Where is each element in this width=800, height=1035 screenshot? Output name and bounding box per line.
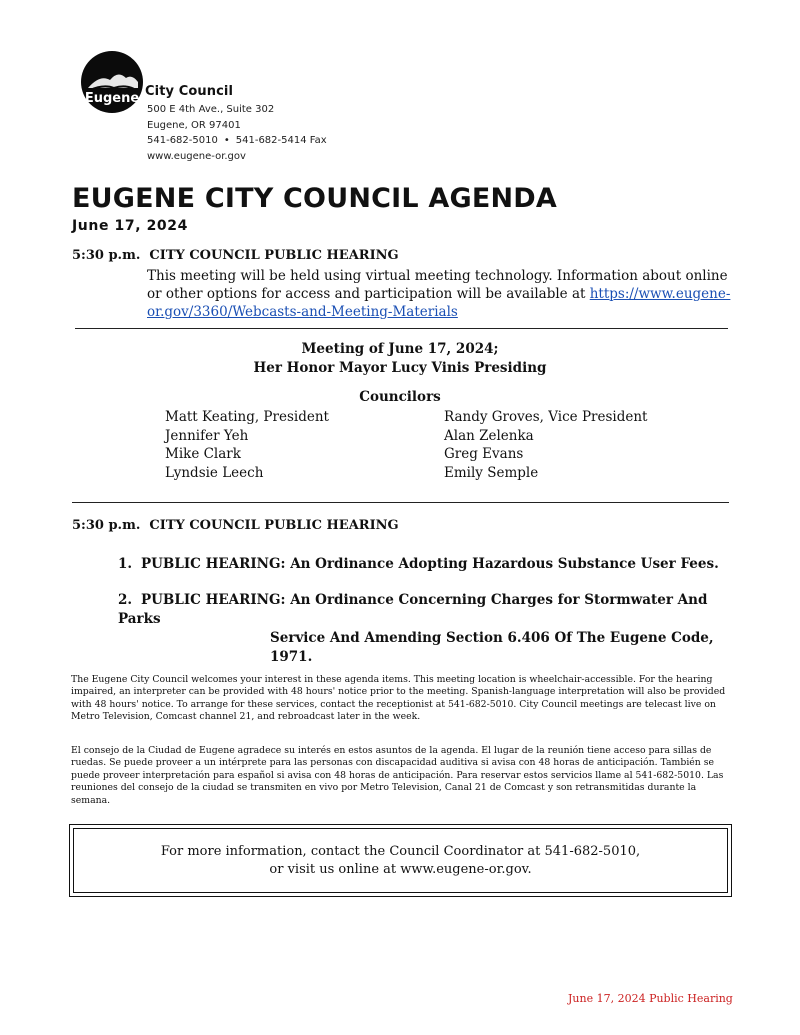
org-address [147,102,327,164]
divider-bottom [72,502,729,503]
org-name: City Council [145,84,234,99]
councilor-name: Lyndsie Leech [165,464,264,481]
councilor-name: Matt Keating, President [165,409,329,425]
info-line1: For more information, contact the Council Coordinator at 541-682-5010, [160,844,641,859]
councilors-left-column [165,408,329,482]
agenda-item [118,555,719,574]
councilor-name: Emily Semple [444,464,539,481]
eugene-logo [80,50,144,114]
address-line2: Eugene, OR 97401 [147,119,241,131]
agenda-date: June 17, 2024 [72,218,188,234]
schedule-description-text: This meeting will be held using virtual meeting technology. Information about online or other options for access and participation will be available at [147,268,728,302]
fax: 541-682-5414 Fax [235,135,327,146]
info-box-text [69,843,732,879]
website: www.eugene-or.gov [147,150,246,162]
councilors-title: Councilors [359,389,441,405]
councilor-name: Greg Evans [444,446,524,462]
councilors-right-column [444,408,647,482]
agenda-item-number: 2. [118,592,133,608]
bullet-separator: • [223,135,230,146]
agenda-item-text: PUBLIC HEARING: An Ordinance Adopting Hazardous Substance User Fees. [141,556,719,572]
contact-line [147,133,327,149]
meeting-date-heading: Meeting of June 17, 2024; [301,341,499,357]
councilor-name: Alan Zelenka [444,427,534,444]
accessibility-notice-english: The Eugene City Council welcomes your interest in these agenda items. This meeting location is wheelchair-accessible. For the hearing impaired, an interpreter can be provided with 48 hours' notice prior to the meeting. Spanish-language interpretation will also be provided with 48 hours' notice. To arrange for these services, contact the receptionist at 541-682-5010. City Council meetings are telecast live on Metro Television, Comcast channel 21, and rebroadcast later in the week. [71,674,726,723]
accessibility-notice-spanish: El consejo de la Ciudad de Eugene agradece su interés en estos asuntos de la agenda. El lugar de la reunión tiene acceso para sillas de ruedas. Se puede proveer a un intérprete para las personas con discapacidad auditiva si avisa con 48 horas de anticipación. También se puede proveer interpretación para español si avisa con 48 horas de anticipación. Para reservar estos servicios llame al 541-682-5010. Las reuniones del consejo de la ciudad se transmiten en vivo por Metro Television, Canal 21 de Comcast y son retransmitidas durante la semana. [71,745,724,806]
page-title: EUGENE CITY COUNCIL AGENDA [72,183,558,214]
divider-top [75,328,728,329]
presiding-heading: Her Honor Mayor Lucy Vinis Presiding [253,360,547,376]
agenda-item-number: 1. [118,556,133,572]
eugene-logo-icon [80,50,144,114]
phone: 541-682-5010 [147,135,218,146]
councilor-name: Randy Groves, Vice President [444,409,648,425]
address-line1: 500 E 4th Ave., Suite 302 [147,104,275,115]
page-footer: June 17, 2024 Public Hearing [568,992,733,1005]
agenda-item [118,591,738,667]
info-line2: or visit us online at www.eugene-or.gov. [269,862,532,877]
councilor-name: Mike Clark [165,446,241,462]
meeting-heading [70,340,730,378]
schedule-heading-top: 5:30 p.m. CITY COUNCIL PUBLIC HEARING [72,248,399,263]
schedule-heading-main: 5:30 p.m. CITY COUNCIL PUBLIC HEARING [72,518,399,533]
logo-wordmark: Eugene [84,91,140,106]
agenda-item-text-line1: PUBLIC HEARING: An Ordinance Concerning Charges for Stormwater And Parks [118,592,708,627]
councilor-name: Jennifer Yeh [165,427,249,444]
schedule-description [147,267,737,321]
agenda-item-text-line2: Service And Amending Section 6.406 Of The Eugene Code, 1971. [270,630,714,665]
webcast-link[interactable]: https://www.eugene-or.gov/3360/Webcasts-and-Meeting-Materials [147,286,731,320]
